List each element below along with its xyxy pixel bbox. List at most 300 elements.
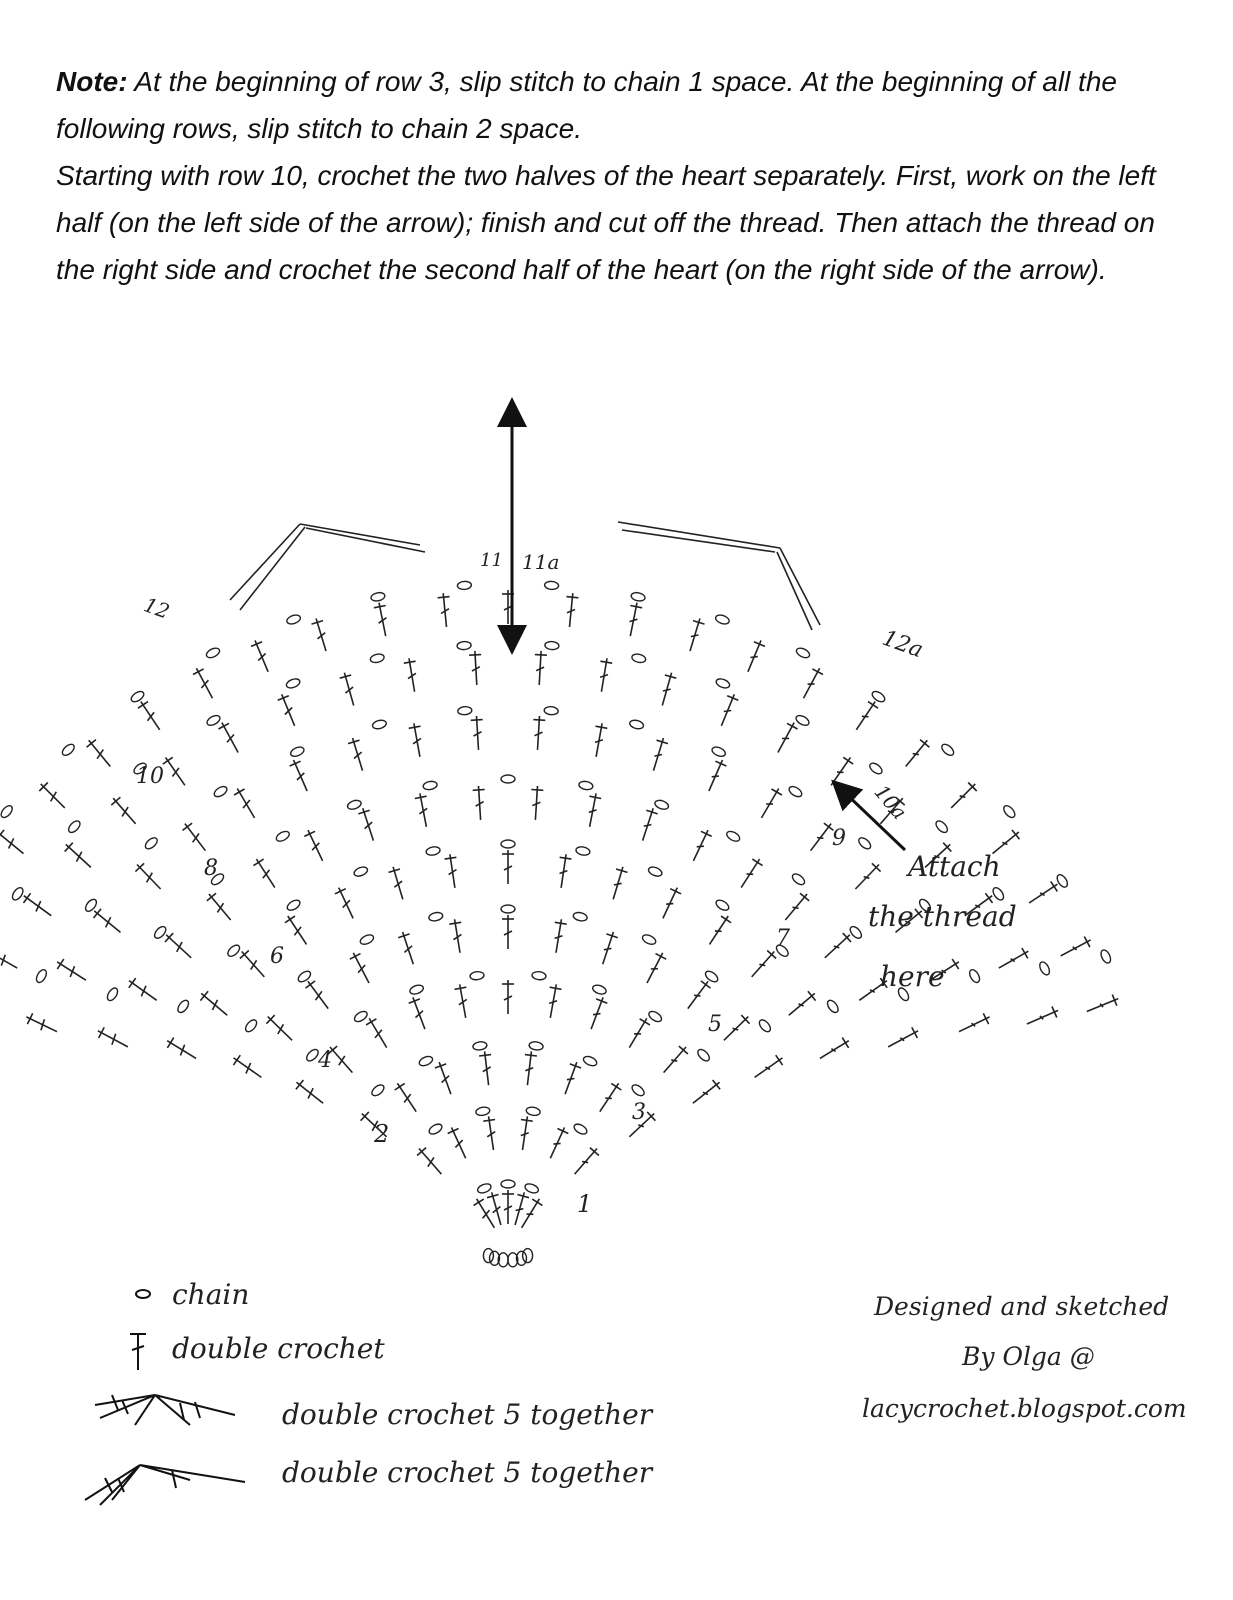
dc-stitch-bar [701, 981, 711, 988]
dc-stitch-bar [550, 987, 562, 989]
chain-stitch [370, 592, 385, 603]
legend-dc5tog-label-b: double crochet 5 together [282, 1456, 653, 1489]
dc-stitch [339, 888, 353, 919]
chain-stitch [696, 1047, 712, 1063]
dc-stitch-tick [614, 883, 622, 885]
chain-stitch [647, 865, 663, 878]
dc-stitch-bar [596, 726, 608, 728]
dc-stitch-bar [415, 796, 427, 798]
chain-stitch [176, 998, 191, 1014]
dc-stitch [66, 844, 91, 867]
dc-stitch [778, 723, 794, 753]
chain-stitch [470, 971, 485, 981]
dc-stitch-bar [471, 720, 483, 721]
chain-stitch [714, 898, 730, 912]
row-label-10: 10 [136, 764, 164, 789]
dc-stitch-tick [106, 917, 111, 927]
dc-stitch-tick [793, 907, 799, 908]
dc-stitch-bar [350, 954, 361, 960]
dc-stitch [344, 673, 353, 706]
dc-stitch-tick [553, 1143, 560, 1144]
dc-stitch [755, 1058, 783, 1078]
dc-stitch [209, 894, 231, 920]
dc-stitch [785, 894, 807, 920]
dc-stitch-tick [567, 1079, 575, 1080]
dc-stitch-bar [479, 1055, 491, 1056]
chain-stitch [532, 971, 547, 981]
dc-stitch [353, 953, 369, 983]
dc-stitch-bar [438, 597, 450, 598]
attach-note-line-1: Attach [908, 850, 1001, 883]
chain-stitch [757, 1018, 772, 1034]
chain-stitch [848, 925, 863, 941]
dc-stitch [141, 702, 160, 730]
dc-stitch-bar [469, 655, 481, 656]
dc-stitch-bar [521, 1120, 533, 1122]
chain-stitch [1099, 948, 1112, 964]
chain-ring-stitch [483, 1249, 493, 1263]
dc-stitch-bar [233, 1055, 240, 1065]
dc-stitch-tick [724, 711, 731, 712]
dc-stitch [397, 1083, 416, 1111]
dc-stitch-bar [843, 757, 853, 764]
dc-stitch-tick [147, 873, 153, 883]
chain-stitch [289, 745, 305, 758]
chain-stitch [346, 799, 362, 811]
dc-stitch [330, 1047, 352, 1073]
dc-stitch [403, 932, 414, 964]
chain-stitch [578, 780, 593, 790]
chain-stitch [60, 742, 76, 757]
dc-stitch [297, 1082, 324, 1103]
dc-stitch-tick [671, 1060, 677, 1061]
dc-stitch-tick [258, 654, 265, 661]
dc-stitch [369, 1018, 387, 1047]
chain-stitch [370, 653, 385, 664]
dc-stitch [693, 1082, 720, 1103]
dc-stitch [41, 784, 65, 808]
dc-stitch-bar [721, 916, 731, 923]
dc-stitch-tick [817, 838, 823, 839]
dc-stitch-bar [532, 1199, 542, 1205]
dc-stitch [710, 916, 729, 944]
chain-stitch [285, 677, 301, 689]
chain-stitch [1055, 873, 1069, 889]
chain-stitch [418, 1055, 434, 1068]
dc-stitch-tick [76, 852, 81, 862]
dc-stitch-bar [1051, 881, 1058, 891]
credit-line-3: lacycrochet.blogspot.com [862, 1394, 1187, 1423]
dc-stitch [664, 1047, 686, 1073]
dc-stitch [831, 757, 850, 785]
chain-stitch [795, 646, 811, 659]
row-label-1: 1 [577, 1190, 593, 1218]
dc-stitch-bar [474, 1199, 484, 1205]
dc-stitch-bar [167, 1038, 173, 1048]
chain-icon [136, 1290, 150, 1298]
chain-stitch [501, 905, 515, 913]
dc-stitch [999, 951, 1029, 968]
dc-stitch-tick [663, 689, 671, 691]
row-label-5: 5 [708, 1012, 722, 1037]
note-line-1: At the beginning of row 3, slip stitch to chain 1 space. At the beginning of all the following rows, slip stitch to chain 2 space. [56, 66, 1117, 144]
credit-line-2: By Olga @ [962, 1342, 1095, 1371]
chain-stitch [582, 1055, 598, 1068]
chain-stitch [711, 745, 727, 758]
dc-stitch-tick [51, 792, 57, 802]
chain-stitch [353, 865, 369, 878]
dc-stitch [393, 867, 403, 900]
dc-stitch [98, 1031, 128, 1047]
dc5tog-icon-a [95, 1395, 235, 1425]
chain-stitch [715, 677, 731, 689]
credit-line-1: Designed and sketched [874, 1292, 1170, 1321]
row-label-10a: 10a [869, 779, 912, 825]
dc-stitch-bar [787, 723, 798, 729]
chain-stitch [286, 613, 302, 625]
chain-stitch [1002, 804, 1017, 820]
dc-stitch [825, 935, 850, 958]
dc-stitch-bar [842, 1038, 848, 1048]
dc-stitch [452, 1127, 466, 1158]
dc-stitch-bar [713, 1080, 721, 1089]
chain-stitch [129, 689, 145, 703]
dc-stitch [137, 865, 161, 890]
chain-stitch [10, 886, 25, 902]
dc-stitch-bar [87, 740, 96, 748]
chain-stitch [591, 984, 607, 996]
chain-stitch [573, 911, 588, 922]
dc-stitch-tick [308, 1088, 313, 1098]
row-label-8: 8 [204, 856, 218, 881]
dc-stitch-bar [374, 606, 386, 608]
chain-stitch [794, 714, 810, 728]
dc-stitch [419, 1149, 441, 1175]
dc-stitch [820, 1041, 849, 1059]
lobe-strand [230, 524, 425, 610]
dc-stitch-tick [960, 796, 966, 798]
dc-stitch-bar [1084, 937, 1090, 948]
chain-stitch [725, 829, 741, 843]
chain-stitch [630, 1083, 646, 1098]
dc-stitch [255, 640, 268, 671]
dc-stitch [575, 1149, 597, 1175]
row-label-6: 6 [270, 944, 284, 969]
dc-stitch [439, 1062, 451, 1094]
chain-stitch [205, 646, 221, 659]
dc-stitch [688, 981, 708, 1008]
dc-stitch-tick [246, 1063, 251, 1074]
dc-stitch-bar [395, 1083, 405, 1090]
dc-stitch-tick [691, 635, 699, 637]
dc-stitch-bar [566, 597, 578, 598]
dc-stitch-bar [285, 916, 295, 923]
dc-stitch [721, 694, 734, 726]
dc-stitch-bar [560, 857, 572, 859]
chain-stitch [501, 840, 515, 848]
chain-stitch [226, 943, 242, 958]
chain-stitch [34, 968, 48, 984]
dc-stitch-bar [296, 1080, 304, 1089]
attach-note-line-3: here [880, 960, 945, 993]
row-label-11: 11 [480, 550, 503, 571]
dc-stitch [1087, 999, 1118, 1012]
dc-stitch [237, 789, 254, 818]
dc-stitch [906, 740, 928, 766]
dc-stitch-tick [297, 773, 304, 780]
dc-stitch [550, 1127, 564, 1158]
chain-stitch [630, 592, 645, 603]
dc-stitch [185, 824, 206, 851]
dc-stitch [0, 951, 17, 968]
attach-note-line-2: the thread [868, 900, 1017, 933]
dc-stitch-tick [9, 838, 14, 848]
dc-stitch [629, 1018, 647, 1047]
chain-stitch [857, 836, 873, 851]
dc-stitch-bar [912, 1027, 918, 1038]
dc-stitch-tick [455, 1140, 462, 1147]
dc-stitch [951, 784, 975, 808]
dc-stitch-bar [449, 922, 461, 924]
dc-stitch-bar [600, 661, 612, 663]
dc-stitch-bar [409, 726, 421, 728]
dc-stitch-bar [533, 720, 545, 721]
chain-stitch [359, 933, 375, 946]
dc-stitch [353, 738, 363, 771]
dc-stitch [24, 896, 51, 916]
dc-stitch-bar [535, 655, 547, 656]
chain-stitch [243, 1018, 258, 1034]
chain-stitch [654, 799, 670, 811]
dc-stitch-tick [201, 680, 208, 688]
legend-dc5tog-label-a: double crochet 5 together [282, 1398, 653, 1431]
dc-stitch-bar [445, 857, 457, 859]
chain-stitch [457, 641, 472, 650]
chain-stitch [475, 1106, 490, 1116]
dc-stitch [234, 1058, 262, 1078]
dc-stitch-bar [234, 789, 244, 795]
dc-stitch-bar [589, 796, 601, 798]
dc-stitch-tick [733, 1028, 739, 1030]
dc-stitch [643, 808, 654, 840]
dc-stitch [363, 808, 374, 840]
dc-stitch [492, 1192, 501, 1225]
chain-stitch [423, 780, 438, 790]
dc-stitch [308, 830, 323, 861]
dc-stitch-tick [750, 657, 757, 658]
dc-stitch [804, 668, 820, 698]
chain-stitch [629, 719, 645, 730]
dc-stitch [1061, 940, 1091, 956]
dc-stitch [196, 668, 212, 698]
double-crochet-icon [130, 1333, 146, 1370]
dc-stitch [752, 952, 775, 977]
dc-stitch-bar [525, 1055, 537, 1056]
dc-stitch-tick [759, 964, 765, 965]
dc-stitch-tick [593, 1014, 601, 1015]
dc-stitch [94, 911, 120, 933]
dc-stitch-tick [227, 735, 234, 743]
row-label-7: 7 [776, 926, 790, 951]
dc-stitch [724, 1017, 748, 1041]
dc-stitch-bar [531, 790, 543, 791]
chain-stitch [791, 872, 807, 887]
dc-stitch-bar [99, 1027, 105, 1038]
dc-stitch-tick [837, 772, 844, 773]
dc-stitch [522, 1199, 540, 1228]
dc-stitch [647, 953, 663, 983]
chain-stitch [1038, 960, 1052, 976]
chain-stitch [868, 761, 884, 776]
dc-stitch [256, 859, 274, 888]
dc-stitch [855, 865, 879, 890]
dc-stitch [129, 981, 157, 1001]
dc-stitch-bar [306, 981, 316, 988]
dc-stitch [748, 640, 761, 671]
dc-stitch [663, 888, 677, 919]
dc-stitch [789, 993, 815, 1015]
dc-stitch-bar [1022, 948, 1028, 958]
chain-stitch [153, 925, 168, 941]
dc-stitch [166, 757, 185, 785]
chain-stitch [524, 1182, 540, 1194]
dc-stitch-bar [219, 723, 230, 729]
row-label-12a: 12a [878, 625, 927, 664]
dc-stitch-bar [473, 790, 485, 791]
dc-stitch-bar [752, 859, 762, 866]
dc-stitch-tick [644, 825, 652, 827]
chain-stitch [409, 984, 425, 996]
dc-stitch [413, 997, 425, 1029]
chain-stitch [353, 1009, 369, 1023]
chain-stitch [544, 706, 559, 715]
dc-stitch-tick [343, 900, 350, 907]
dc-stitch-tick [694, 995, 700, 996]
dc-stitch-tick [212, 1000, 217, 1010]
row-label-11a: 11a [522, 550, 560, 574]
chain-stitch [968, 968, 982, 984]
chain-stitch [83, 897, 98, 913]
dc-stitch-bar [776, 1055, 783, 1065]
dc-stitch [167, 1041, 196, 1059]
chain-stitch [105, 986, 119, 1002]
dc-stitch-tick [582, 1161, 588, 1162]
dc-stitch [591, 997, 603, 1029]
chain-stitch [458, 706, 473, 715]
dc-stitch [603, 932, 614, 964]
dc-stitch-tick [36, 901, 41, 911]
dc-stitch [242, 952, 265, 977]
dc-stitch-bar [1012, 830, 1020, 839]
chain-stitch [213, 784, 229, 798]
chain-stitch [714, 613, 730, 625]
dc-stitch [693, 830, 708, 861]
dc-stitch-bar [57, 959, 64, 969]
chain-stitch [476, 1182, 492, 1194]
dc-stitch-tick [712, 776, 719, 777]
dc-stitch-tick [285, 708, 292, 715]
dc-stitch-tick [312, 843, 319, 850]
legend-dc-label: double crochet [172, 1332, 385, 1365]
dc-stitch-bar [812, 669, 823, 675]
row-label-2: 2 [374, 1120, 390, 1148]
dc-stitch-bar [138, 702, 148, 709]
dc-stitch-tick [177, 942, 182, 952]
dc-stitch-bar [952, 959, 959, 969]
dc-stitch [477, 1199, 495, 1228]
dc-stitch-bar [483, 1120, 495, 1122]
dc-stitch [57, 962, 86, 980]
dc-stitch-bar [163, 757, 173, 764]
chain-stitch [825, 998, 840, 1014]
dc-stitch-bar [24, 893, 31, 903]
dc-stitch [113, 798, 135, 824]
dc-stitch [222, 723, 238, 753]
dc-stitch [316, 619, 326, 652]
chain-stitch [67, 819, 83, 835]
dc-stitch [1029, 884, 1057, 903]
dc-stitch [811, 824, 832, 851]
dc-stitch-tick [141, 986, 146, 997]
dc-stitch-tick [864, 877, 870, 879]
dc-stitch [959, 1017, 990, 1032]
dc-stitch [888, 1031, 918, 1047]
row-label-3: 3 [632, 1100, 646, 1125]
dc-stitch-tick [278, 1024, 284, 1034]
dc-stitch-bar [183, 823, 193, 830]
chain-stitch [286, 898, 302, 912]
dc-stitch [89, 740, 111, 766]
chain-stitch [427, 1122, 443, 1136]
dc-stitch [294, 760, 308, 791]
dc-stitch-bar [555, 922, 567, 924]
dc-stitch [762, 789, 779, 818]
dc-stitch-bar [193, 669, 204, 675]
chain-stitch [787, 784, 803, 798]
chain-stitch [647, 1009, 663, 1023]
dc-stitch-bar [254, 859, 264, 866]
dc-stitch-bar [920, 740, 929, 748]
dc-stitch [565, 1062, 577, 1094]
chain-stitch [572, 1122, 588, 1136]
dc-stitch [282, 694, 295, 726]
dc-stitch-bar [630, 606, 642, 608]
dc-stitch-bar [404, 661, 416, 663]
dc-stitch-bar [129, 978, 136, 988]
chain-stitch [631, 653, 646, 664]
chain-stitch [544, 581, 558, 590]
dc-stitch-tick [358, 965, 365, 973]
dc-stitch-tick [862, 716, 869, 717]
chain-stitch [529, 1041, 544, 1051]
chain-stitch [472, 1041, 487, 1051]
chain-stitch [501, 1180, 515, 1188]
dc-stitch-tick [516, 1209, 524, 1211]
dc-stitch-bar [640, 1019, 650, 1025]
chain-stitch [545, 641, 560, 650]
row-label-12: 12 [140, 592, 173, 624]
dc-stitch-tick [604, 948, 612, 949]
chain-stitch [934, 819, 950, 835]
chain-stitch [296, 969, 312, 984]
legend-symbols [85, 1290, 245, 1505]
dc-stitch [166, 935, 191, 958]
dc-stitch-tick [416, 1011, 424, 1018]
chain-stitch [275, 829, 291, 843]
dc-stitch [741, 859, 759, 888]
chain-stitch [940, 742, 956, 757]
chain-stitch [370, 1083, 386, 1098]
